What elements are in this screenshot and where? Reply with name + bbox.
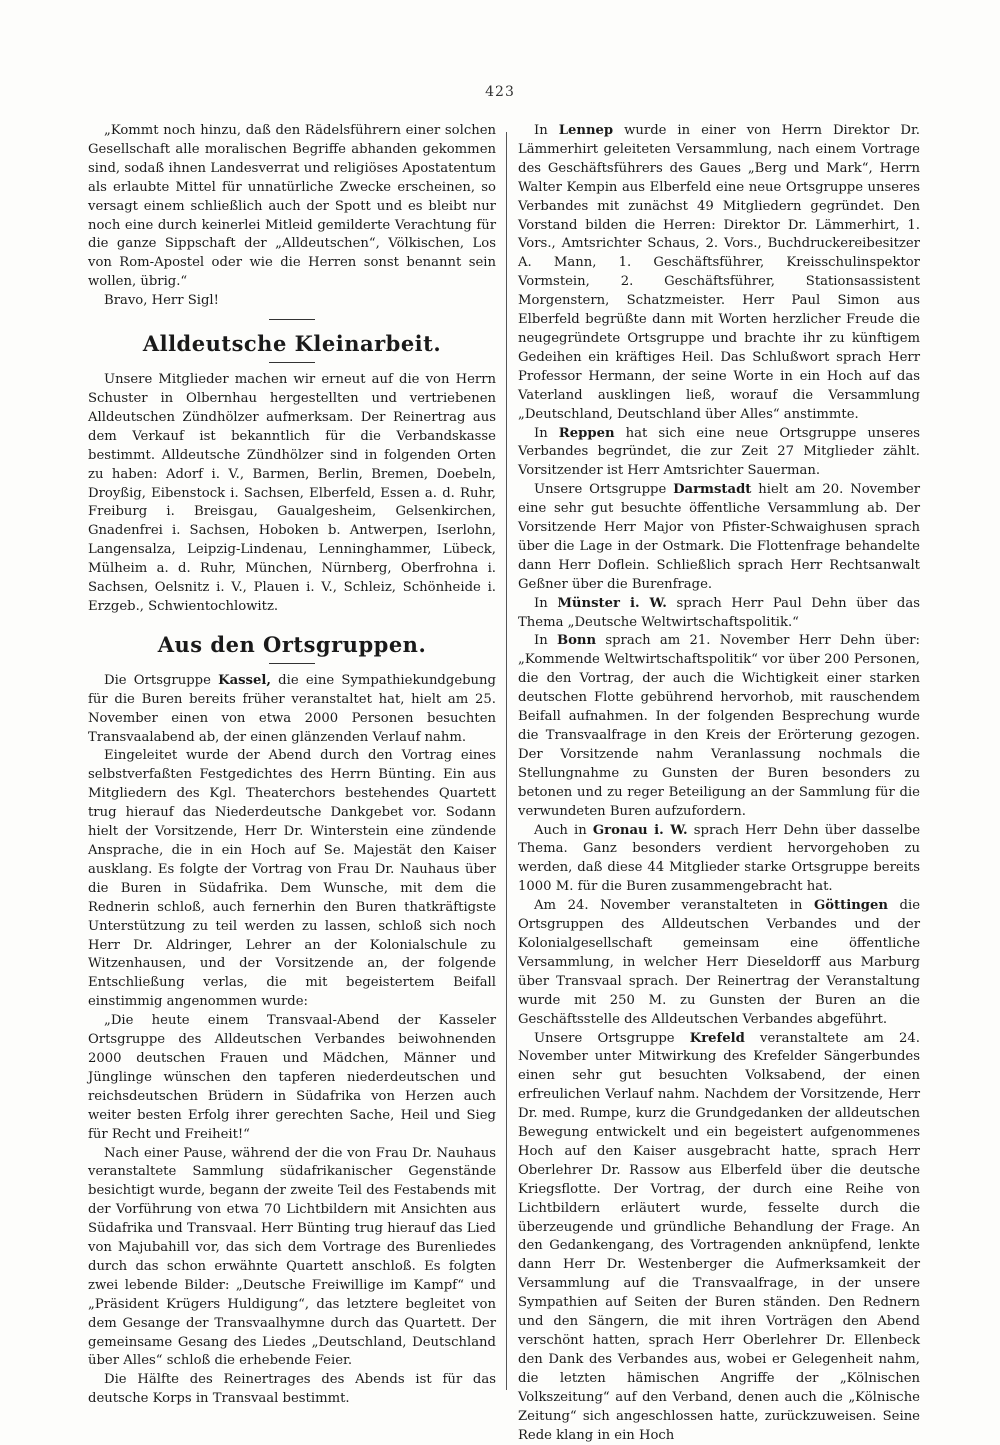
paragraph-kassel-2: Eingeleitet wurde der Abend durch den Vortrag eines selbstverfaßten Festgedichtes des Herrn Bünting. Ein aus Mitgliedern des Kgl. Theaterchors bestehendes Quartett trug hierauf das Niederdeutsche Dankgebet vor. Sodann hielt der Vorsitzende, Herr Dr. Winterstein eine zündende Ansprache, die in ein Hoch auf Se. Majestät den Kaiser ausklang. Es folgte der Vortrag von Frau Dr. Nauhaus über die Buren in Südafrika. Dem Wunsche, mit dem die Rednerin schloß, auch fernerhin den Buren thatkräftigste Unterstützung zu teil werden zu lassen, schloß sich noch Herr Dr. Aldringer, Lehrer an der Kolonialschule zu Witzenhausen, und der Vorsitzende an, der folgende Entschließung verlas, die mit begeistertem Beifall einstimmig angenommen wurde:: [88, 747, 496, 1012]
paragraph-kassel: Die Ortsgruppe Kassel, die eine Sympathiekundgebung für die Buren bereits früher veranstaltet hat, hielt am 25. November einen von etwa 2000 Personen besuchten Transvaalabend ab, der einen glänzenden Verlauf nahm.: [88, 672, 496, 748]
paragraph-darmstadt: Unsere Ortsgruppe Darmstadt hielt am 20. November eine sehr gut besuchte öffentliche Versammlung ab. Der Vorsitzende Herr Major von Pfister-Schwaighusen sprach über die Lage in der Ostmark. Die Flottenfrage behandelte dann Herr Doflein. Schließlich sprach Herr Rechtsanwalt Geßner über die Burenfrage.: [518, 481, 920, 594]
paragraph-reppen: In Reppen hat sich eine neue Ortsgruppe unseres Verbandes begründet, die zur Zeit 27 Mitglieder zählt. Vorsitzender ist Herr Amtsrichter Sauerman.: [518, 425, 920, 482]
place-kassel: Kassel,: [218, 673, 271, 688]
paragraph-krefeld: Unsere Ortsgruppe Krefeld veranstaltete am 24. November unter Mitwirkung des Krefelder Sängerbundes einen sehr gut besuchten Volksabend, der einen erfreulichen Verlauf nahm. Nachdem der Vorsitzende, Herr Dr. med. Rumpe, kurz die Grundgedanken der alldeutschen Bewegung entwickelt und ein begeistert aufgenommenes Hoch auf den Kaiser ausgebracht hatte, sprach Herr Oberlehrer Dr. Rassow aus Elberfeld über die deutsche Kriegsflotte. Der Vortrag, der durch eine Reihe von Lichtbildern erläutert wurde, fesselte durch die überzeugende und gründliche Behandlung der Frage. An den Gedankengang, des Vortragenden anknüpfend, lenkte dann Herr Dr. Westenberger die Aufmerksamkeit der Versammlung auf die Transvaalfrage, in der unsere Sympathien auf Seiten der Buren ständen. Den Rednern und den Sängern, die mit ihren Vorträgen den Abend verschönt hatten, sprach Herr Oberlehrer Dr. Ellenbeck den Dank des Verbandes aus, wobei er Gelegenheit nahm, die letzten hämischen Angriffe der „Kölnischen Volkszeitung“ auf den Verband, denen auch die „Kölnische Zeitung“ sich angeschlossen hatte, zurückzuweisen. Seine Rede klang in ein Hoch: [518, 1030, 920, 1445]
paragraph-bonn: In Bonn sprach am 21. November Herr Dehn über: „Kommende Weltwirtschaftspolitik“ vor über 200 Personen, die den Vortrag, der auch die Wichtigkeit einer starken deutschen Flotte gebührend hervorhob, mit rauschendem Beifall aufnahmen. In der folgenden Besprechung wurde die Transvaalfrage in den Kreis der Erörterung gezogen. Der Vorsitzende nahm Veranlassung nochmals die Stellungnahme zu Gunsten der Buren besonders zu betonen und zu reger Beteiligung an der Sammlung für die verwundeten Buren aufzufordern.: [518, 632, 920, 821]
quote-intro: „Kommt noch hinzu, daß den Rädelsführern einer solchen Gesellschaft alle moralischen Begriffe abhanden gekommen sind, sodaß ihnen Landesverrat und religiöses Apostatentum als erlaubte Mittel für unnatürliche Zwecke erscheinen, so versagt einem schließlich auch der Spott und es bleibt nur noch eine durch keinerlei Mitleid gemilderte Verachtung für die ganze Sippschaft der „Alldeutschen“, Völkischen, Los von Rom-Apostel oder wie die Herren sonst benannt sein wollen, übrig.“: [88, 122, 496, 292]
paragraph-lennep: In Lennep wurde in einer von Herrn Direktor Dr. Lämmerhirt geleiteten Versammlung, nach einem Vortrage des Geschäftsführers des Gaues „Berg und Mark“, Herrn Walter Kempin aus Elberfeld eine neue Ortsgruppe unseres Verbandes mit zunächst 49 Mitgliedern gegründet. Den Vorstand bilden die Herren: Direktor Dr. Lämmerhirt, 1. Vors., Amtsrichter Schaus, 2. Vors., Buchdruckereibesitzer A. Mann, 1. Geschäftsführer, Kreisschulinspektor Vormstein, 2. Geschäftsführer, Stationsassistent Morgenstern, Schatzmeister. Herr Paul Simon aus Elberfeld begrüßte dann mit Worten herzlicher Freude die neugegründete Ortsgruppe und brachte ihr zu künftigem Gedeihen ein kräftiges Heil. Das Schlußwort sprach Herr Professor Hermann, der seine Worte in ein Hoch auf das Vaterland ausklingen ließ, worauf die Versammlung „Deutschland, Deutschland über Alles“ anstimmte.: [518, 122, 920, 425]
quote-bravo: Bravo, Herr Sigl!: [88, 292, 496, 311]
paragraph-kassel-3: Nach einer Pause, während der die von Frau Dr. Nauhaus veranstaltete Sammlung südafrikanischer Gegenstände besichtigt wurde, begann der zweite Teil des Festabends mit der Vorführung von etwa 70 Lichtbildern mit Ansichten aus Südafrika und Transvaal. Herr Bünting trug hierauf das Lied von Majubahill vor, das sich dem Vortrage des Burenliedes durch das schon erwähnte Quartett anschloß. Es folgten zwei lebende Bilder: „Deutsche Freiwillige im Kampf“ und „Präsident Krügers Huldigung“, das letztere begleitet von dem Gesange der Transvaalhymne durch das Quartett. Der gemeinsame Gesang des Liedes „Deutschland, Deutschland über Alles“ schloß die erhebende Feier.: [88, 1145, 496, 1372]
paragraph-kleinarbeit: Unsere Mitglieder machen wir erneut auf die von Herrn Schuster in Olbernhau hergestellten und vertriebenen Alldeutschen Zündhölzer aufmerksam. Der Reinertrag aus dem Verkauf ist bekanntlich für die Verbandskasse bestimmt. Alldeutsche Zündhölzer sind in folgenden Orten zu haben: Adorf i. V., Barmen, Berlin, Bremen, Doebeln, Droyßig, Eibenstock i. Sachsen, Elberfeld, Essen a. d. Ruhr, Freiburg i. Breisgau, Gaualgesheim, Gelsenkirchen, Gnadenfrei i. Sachsen, Hoboken b. Antwerpen, Iserlohn, Langensalza, Leipzig-Lindenau, Lenninghammer, Lübeck, Mülheim a. d. Ruhr, München, Nürnberg, Oberfrohna i. Sachsen, Oelsnitz i. V., Plauen i. V., Schleiz, Schönheide i. Erzgeb., Schwientochlowitz.: [88, 371, 496, 617]
place-krefeld: Krefeld: [690, 1031, 745, 1046]
heading-underline: [269, 663, 315, 664]
place-reppen: Reppen: [559, 426, 615, 441]
place-goettingen: Göttingen: [814, 898, 888, 913]
paragraph-kassel-4: Die Hälfte des Reinertrages des Abends ist für das deutsche Korps in Transvaal bestimmt.: [88, 1371, 496, 1409]
paragraph-gronau: Auch in Gronau i. W. sprach Herr Dehn über dasselbe Thema. Ganz besonders verdient hervorgehoben zu werden, daß diese 44 Mitglieder starke Ortsgruppe bereits 1000 M. für die Buren zusammengebracht hat.: [518, 822, 920, 898]
left-column: [88, 122, 496, 1392]
paragraph-goettingen: Am 24. November veranstalteten in Göttingen die Ortsgruppen des Alldeutschen Verbandes und der Kolonialgesellschaft gemeinsam eine öffentliche Versammlung, in welcher Herr Dieseldorff aus Marburg über Transvaal sprach. Der Reinertrag der Veranstaltung wurde mit 250 M. zu Gunsten der Buren an die Geschäftsstelle des Alldeutschen Verbandes abgeführt.: [518, 897, 920, 1029]
place-lennep: Lennep: [559, 123, 613, 138]
place-darmstadt: Darmstadt: [673, 482, 751, 497]
right-column: [518, 122, 920, 1392]
heading-underline: [269, 362, 315, 363]
place-bonn: Bonn: [557, 633, 596, 648]
place-gronau: Gronau i. W.: [593, 823, 688, 838]
paragraph-muenster: In Münster i. W. sprach Herr Paul Dehn über das Thema „Deutsche Weltwirtschaftspolitik.“: [518, 595, 920, 633]
place-muenster: Münster i. W.: [557, 596, 667, 611]
separator-rule: [269, 319, 315, 320]
heading-kleinarbeit: Alldeutsche Kleinarbeit.: [88, 330, 496, 358]
heading-ortsgruppen: Aus den Ortsgruppen.: [88, 631, 496, 659]
page-number: 423: [0, 84, 1000, 100]
column-divider: [506, 132, 507, 1390]
paragraph-kassel-resolution: „Die heute einem Transvaal-Abend der Kasseler Ortsgruppe des Alldeutschen Verbandes beiwohnenden 2000 deutschen Frauen und Mädchen, Männer und Jünglinge wünschen den tapferen niederdeutschen und reichsdeutschen Brüdern in Südafrika von Herzen auch weiter besten Erfolg ihrer gerechten Sache, Heil und Sieg für Recht und Freiheit!“: [88, 1012, 496, 1144]
